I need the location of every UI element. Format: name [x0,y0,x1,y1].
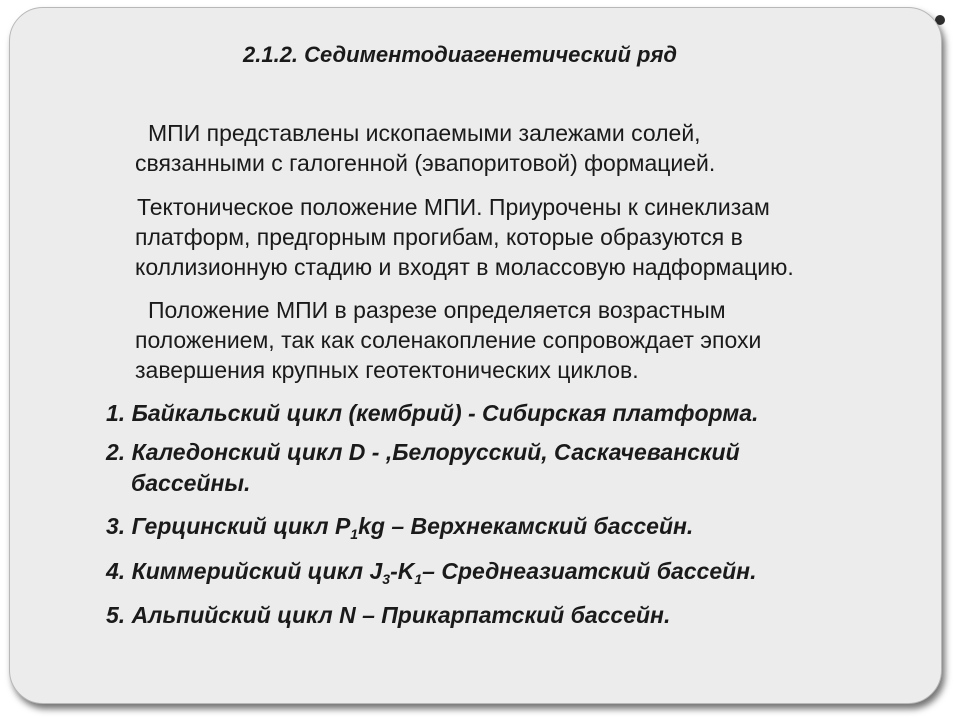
paragraph-line: МПИ представлены ископаемыми залежами солей, [148,120,701,146]
paragraph-line: платформ, предгорным прогибам, которые образуются в [135,224,743,250]
cycle-text [106,511,926,542]
paragraph-line: коллизионную стадию и входят в молассовую надформацию. [135,254,794,280]
paragraph-mpi-salts [135,118,925,178]
cycle-text-part: 4. Киммерийский цикл J [106,558,383,584]
paragraph-line: завершения крупных геотектонических циклов. [135,357,639,383]
paragraph-line: Тектоническое положение МПИ. Приурочены к синеклизам [137,194,770,220]
cycle-text: 5. Альпийский цикл N – Прикарпатский бассейн. [106,602,671,628]
cycle-item-baikal [106,398,926,429]
cycle-text-part: kg – Верхнекамский бассейн. [358,513,694,539]
cycle-text-continuation: бассейны. [131,470,251,496]
cycle-text-part: – Среднеазиатский бассейн. [422,558,757,584]
cycle-item-alpine [106,600,926,631]
cycle-item-caledonian [106,437,926,499]
paragraph-tectonic-position [135,192,925,282]
cycle-text: 2. Каледонский цикл D - ,Белорусский, Саскачеванский [106,439,740,465]
paragraph-line: Положение МПИ в разрезе определяется возрастным [148,297,726,323]
cycle-text [106,556,926,587]
subscript-index: 1 [350,526,359,542]
paragraph-section-position [135,295,925,385]
cycle-text-part: 3. Герцинский цикл P [106,513,351,539]
subscript-index: 1 [414,571,423,587]
paragraph-line: связанными с галогенной (эвапоритовой) формацией. [135,150,716,176]
cycle-text-part: -K [390,558,415,584]
slide-title: 2.1.2. Седиментодиагенетический ряд [243,42,678,67]
cycle-item-cimmerian [106,556,926,587]
cycle-item-hercynian [106,511,926,542]
paragraph-line: положением, так как соленакопление сопровождает эпохи [135,327,762,353]
subscript-index: 3 [382,571,391,587]
cycle-text: 1. Байкальский цикл (кембрий) - Сибирская платформа. [106,400,759,426]
